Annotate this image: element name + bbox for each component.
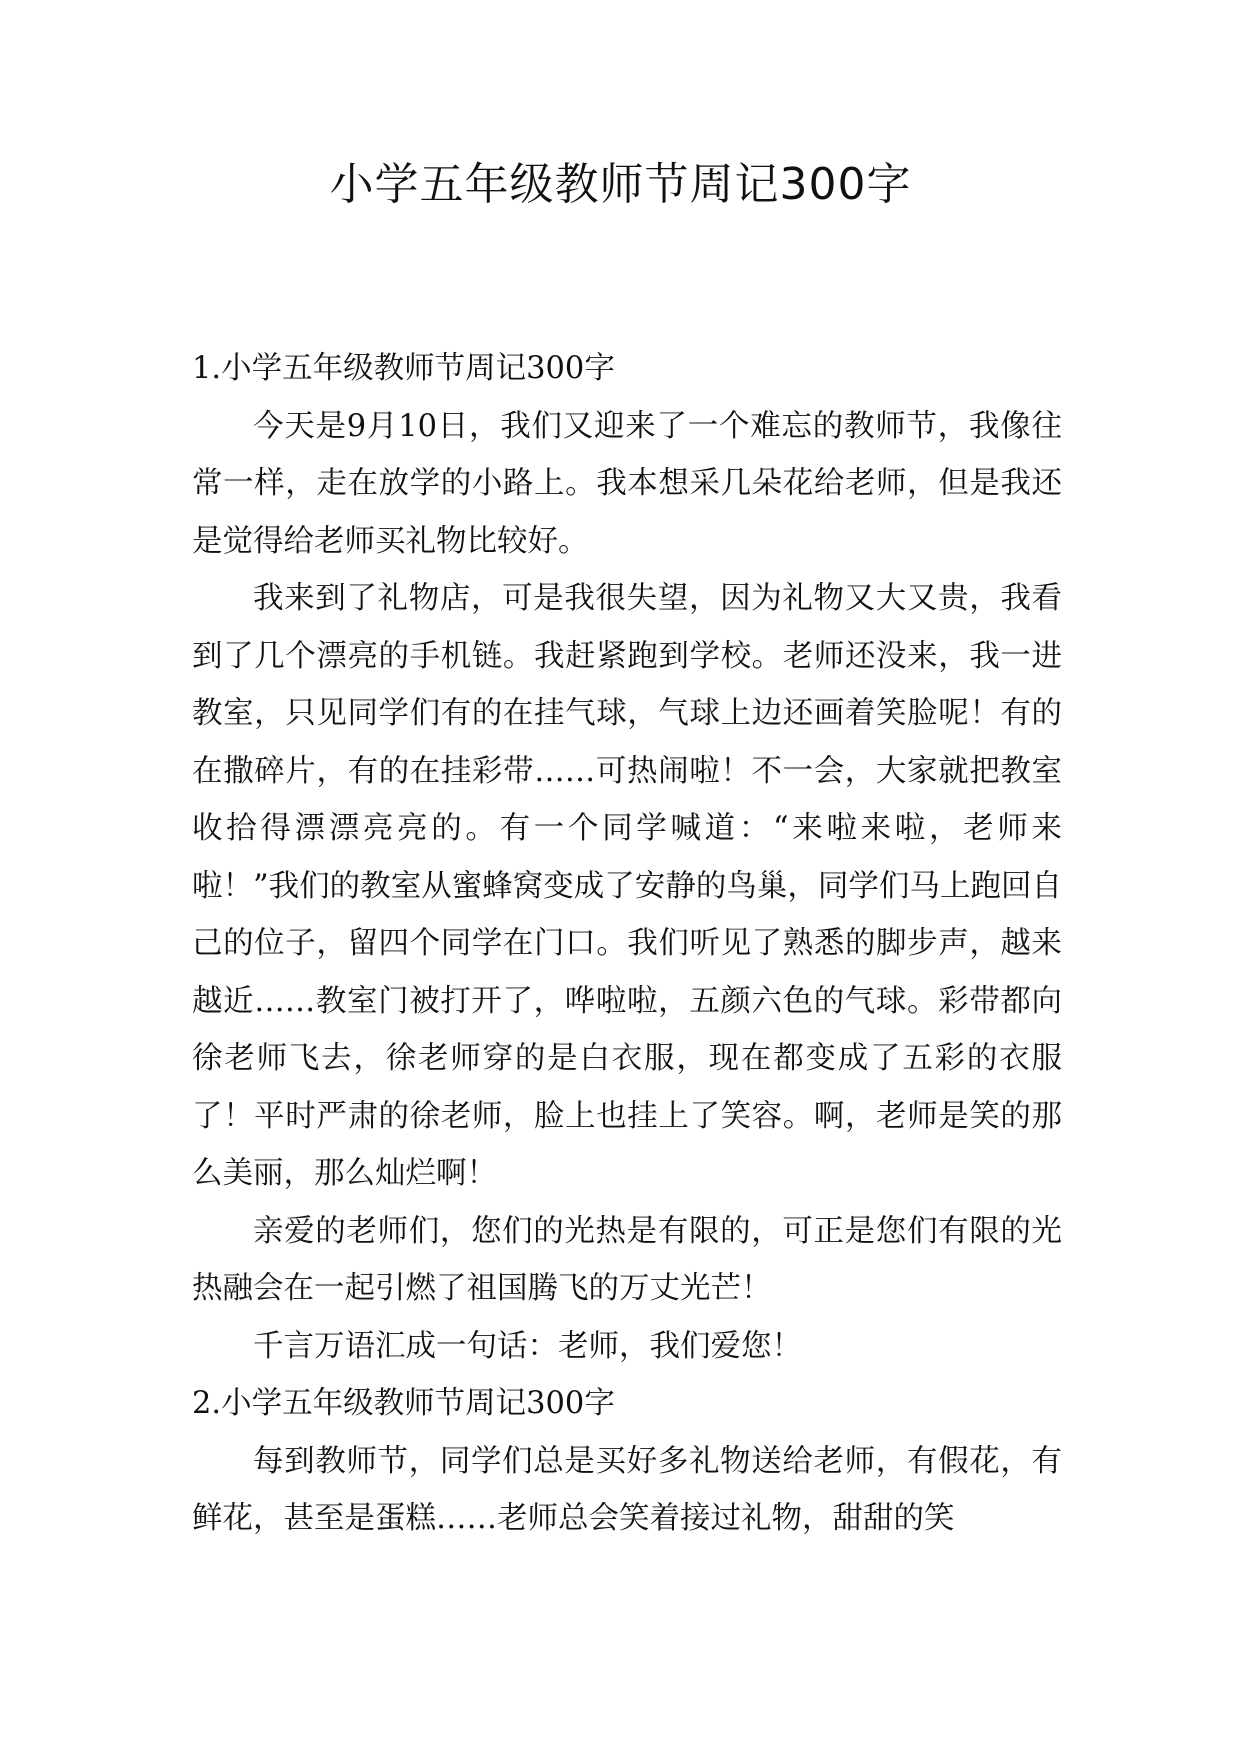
section-2	[192, 1375, 1062, 1548]
paragraph: 亲爱的老师们，您们的光热是有限的，可正是您们有限的光热融会在一起引燃了祖国腾飞的万丈光芒！	[192, 1213, 1062, 1306]
section-heading: 2.小学五年级教师节周记300字	[192, 1386, 615, 1421]
document-title: 小学五年级教师节周记300字	[329, 159, 912, 210]
paragraph: 今天是9月10日，我们又迎来了一个难忘的教师节，我像往常一样，走在放学的小路上。我本想采几朵花给老师，但是我还是觉得给老师买礼物比较好。	[192, 408, 1062, 559]
paragraph: 我来到了礼物店，可是我很失望，因为礼物又大又贵，我看到了几个漂亮的手机链。我赶紧跑到学校。老师还没来，我一进教室，只见同学们有的在挂气球，气球上边还画着笑脸呢！有的在撒碎片，有的在挂彩带……可热闹啦！不一会，大家就把教室收拾得漂漂亮亮的。有一个同学喊道：“来啦来啦，老师来啦！”我们的教室从蜜蜂窝变成了安静的鸟巢，同学们马上跑回自己的位子，留四个同学在门口。我们听见了熟悉的脚步声，越来越近……教室门被打开了，哗啦啦，五颜六色的气球。彩带都向徐老师飞去，徐老师穿的是白衣服，现在都变成了五彩的衣服了！平时严肃的徐老师，脸上也挂上了笑容。啊，老师是笑的那么美丽，那么灿烂啊！	[192, 581, 1062, 1191]
document-body	[192, 340, 1062, 1548]
paragraph: 每到教师节，同学们总是买好多礼物送给老师，有假花，有鲜花，甚至是蛋糕……老师总会笑着接过礼物，甜甜的笑	[192, 1443, 1062, 1536]
section-1	[192, 340, 1062, 1375]
section-heading: 1.小学五年级教师节周记300字	[192, 351, 615, 386]
paragraph: 千言万语汇成一句话：老师，我们爱您！	[253, 1328, 802, 1364]
